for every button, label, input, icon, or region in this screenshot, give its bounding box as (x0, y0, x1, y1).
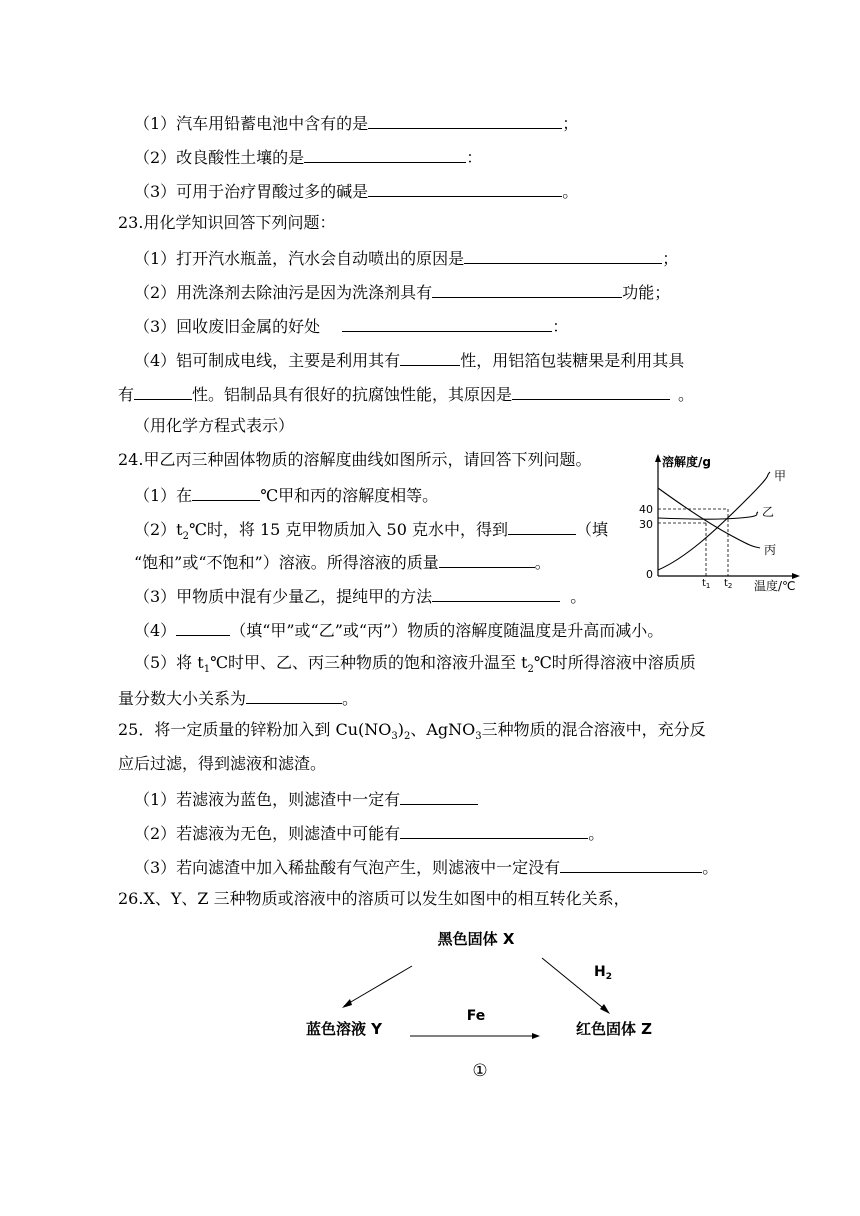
text: 三种物质的混合溶液中，充分反 (481, 720, 706, 739)
text: （1）汽车用铅蓄电池中含有的是 (134, 114, 369, 133)
text: （3）若向滤渣中加入稀盐酸有气泡产生，则滤液中一定没有 (134, 858, 561, 877)
label-bing: 丙 (764, 543, 777, 557)
y-axis-arrow (655, 454, 661, 462)
label-fe: Fe (466, 1008, 486, 1024)
arrow-y-to-z-head (532, 1033, 540, 1039)
label-jia: 甲 (774, 469, 787, 483)
q23-item-4 (134, 349, 684, 371)
label-yi: 乙 (762, 505, 775, 519)
text: （1）在 (134, 486, 193, 505)
text: （2）用洗涤剂去除油污是因为洗涤剂具有 (134, 283, 433, 302)
solubility-curve-chart (636, 448, 812, 600)
text: 。 (702, 858, 719, 877)
answer-blank[interactable] (432, 281, 622, 298)
answer-blank[interactable] (368, 180, 562, 197)
text: （4） (134, 621, 177, 640)
curve-jia (658, 472, 770, 570)
text: ； (562, 114, 579, 133)
text: 、AgNO (410, 720, 476, 739)
q24-item-4 (134, 619, 663, 641)
q24-item-5 (134, 653, 696, 680)
q23-item-2 (134, 281, 670, 303)
text: （3）甲物质中混有少量乙，提纯甲的方法 (134, 587, 433, 606)
answer-blank[interactable] (176, 619, 230, 636)
text: （1）若滤液为蓝色，则滤渣中一定有 (134, 790, 401, 809)
q24-item-1 (134, 484, 438, 506)
text: ： (552, 317, 569, 336)
answer-blank[interactable] (464, 247, 662, 264)
answer-blank[interactable] (400, 349, 460, 366)
q25-title (118, 720, 706, 747)
q24-item-5-cont (118, 687, 358, 709)
arrow-x-to-y (344, 966, 412, 1006)
answer-blank[interactable] (304, 146, 466, 163)
q24-item-3 (134, 585, 586, 607)
q26-title: 26.X、Y、Z 三种物质或溶液中的溶质可以发生如图中的相互转化关系， (118, 889, 630, 908)
text: 。 (562, 182, 579, 201)
y-axis-label: 溶解度/g (662, 455, 711, 469)
q23-item-3 (134, 315, 568, 337)
q25-item-3 (134, 856, 718, 878)
reaction-number: ① (472, 1061, 488, 1081)
text: 25．将一定质量的锌粉加入到 Cu(NO (118, 720, 392, 739)
q23-item-4-cont (118, 383, 694, 405)
text: （3）可用于治疗胃酸过多的碱是 (134, 182, 369, 201)
q23-title: 23.用化学知识回答下列问题： (118, 213, 336, 232)
text: 性，用铝箔包装糖果是利用其具 (460, 351, 685, 370)
q25-item-2 (134, 822, 604, 844)
node-z: 红色固体 Z (575, 1020, 653, 1038)
q23-item-1 (134, 247, 678, 269)
y-tick-40: 40 (639, 503, 653, 516)
label-h2: $H_2$ (594, 964, 612, 982)
answer-blank[interactable] (246, 687, 342, 704)
text: （4）铝可制成电线，主要是利用其有 (134, 351, 401, 370)
answer-blank[interactable] (508, 518, 576, 535)
text: （1）打开汽水瓶盖，汽水会自动喷出的原因是 (134, 249, 465, 268)
text: ； (662, 249, 679, 268)
text: 功能； (622, 283, 671, 302)
y-tick-30: 30 (639, 518, 653, 531)
node-x: 黑色固体 X (437, 930, 515, 948)
subscript: 2 (527, 664, 534, 676)
answer-blank[interactable] (400, 788, 478, 805)
text: （5）将 t (134, 653, 204, 672)
answer-blank[interactable] (560, 856, 702, 873)
text: （填“甲”或“乙”或“丙”）物质的溶解度随温度是升高而减小。 (230, 621, 664, 640)
q23-note: （用化学方程式表示） (134, 416, 295, 435)
text: “饱和”或“不饱和”）溶液。所得溶液的质量 (134, 553, 439, 572)
subscript: 3 (391, 731, 398, 743)
arrow-x-to-y-head (342, 999, 352, 1008)
text: 。 (570, 587, 587, 606)
q22-item-3 (134, 180, 578, 202)
x-axis-label: 温度/℃ (754, 579, 796, 593)
text: ℃甲和丙的溶解度相等。 (260, 486, 439, 505)
q22-item-1 (134, 112, 578, 134)
text: 性。铝制品具有很好的抗腐蚀性能，其原因是 (192, 385, 513, 404)
subscript: 2 (403, 731, 411, 743)
subscript: 2 (182, 531, 189, 543)
q24-item-2-cont (134, 551, 551, 573)
origin-label: 0 (646, 568, 653, 581)
answer-blank[interactable] (192, 484, 260, 501)
text: （填 (575, 520, 608, 539)
text: 量分数大小关系为 (118, 689, 247, 708)
answer-blank[interactable] (512, 383, 670, 400)
answer-blank[interactable] (342, 315, 552, 332)
text: （3）回收废旧金属的好处 (134, 317, 321, 336)
text: （2）改良酸性土壤的是 (134, 148, 305, 167)
text: ： (466, 148, 483, 167)
text: 。 (342, 689, 359, 708)
answer-blank[interactable] (439, 551, 535, 568)
answer-blank[interactable] (432, 585, 560, 602)
curve-yi (658, 512, 758, 519)
subscript: 1 (203, 664, 211, 676)
subscript: 3 (475, 731, 482, 743)
answer-blank[interactable] (134, 383, 192, 400)
answer-blank[interactable] (368, 112, 562, 129)
text: ℃时所得溶液中溶质质 (533, 653, 696, 672)
text: （2）若滤液为无色，则滤渣中可能有 (134, 824, 401, 843)
q25-item-1 (134, 788, 478, 810)
q24-title: 24.甲乙丙三种固体物质的溶解度曲线如图所示，请回答下列问题。 (118, 450, 592, 469)
text: ) (397, 720, 404, 739)
node-y: 蓝色溶液 Y (305, 1020, 383, 1038)
q25-title-cont: 应后过滤，得到滤液和滤渣。 (118, 754, 327, 773)
text: 。 (534, 553, 551, 572)
text: （2）t (134, 520, 183, 539)
x-tick-t1: $t_1$ (702, 578, 711, 590)
text: 。 (678, 385, 695, 404)
q24-item-2 (134, 518, 608, 547)
text: ℃时，将 15 克甲物质加入 50 克水中，得到 (189, 520, 508, 539)
answer-blank[interactable] (400, 822, 588, 839)
q22-item-2 (134, 146, 482, 168)
transformation-diagram (290, 920, 690, 1090)
text: 有 (118, 385, 135, 404)
x-tick-t2: $t_2$ (724, 578, 733, 590)
text: 。 (588, 824, 605, 843)
text: ℃时甲、乙、丙三种物质的饱和溶液升温至 t (210, 653, 528, 672)
arrow-x-to-z-head (600, 1004, 610, 1014)
